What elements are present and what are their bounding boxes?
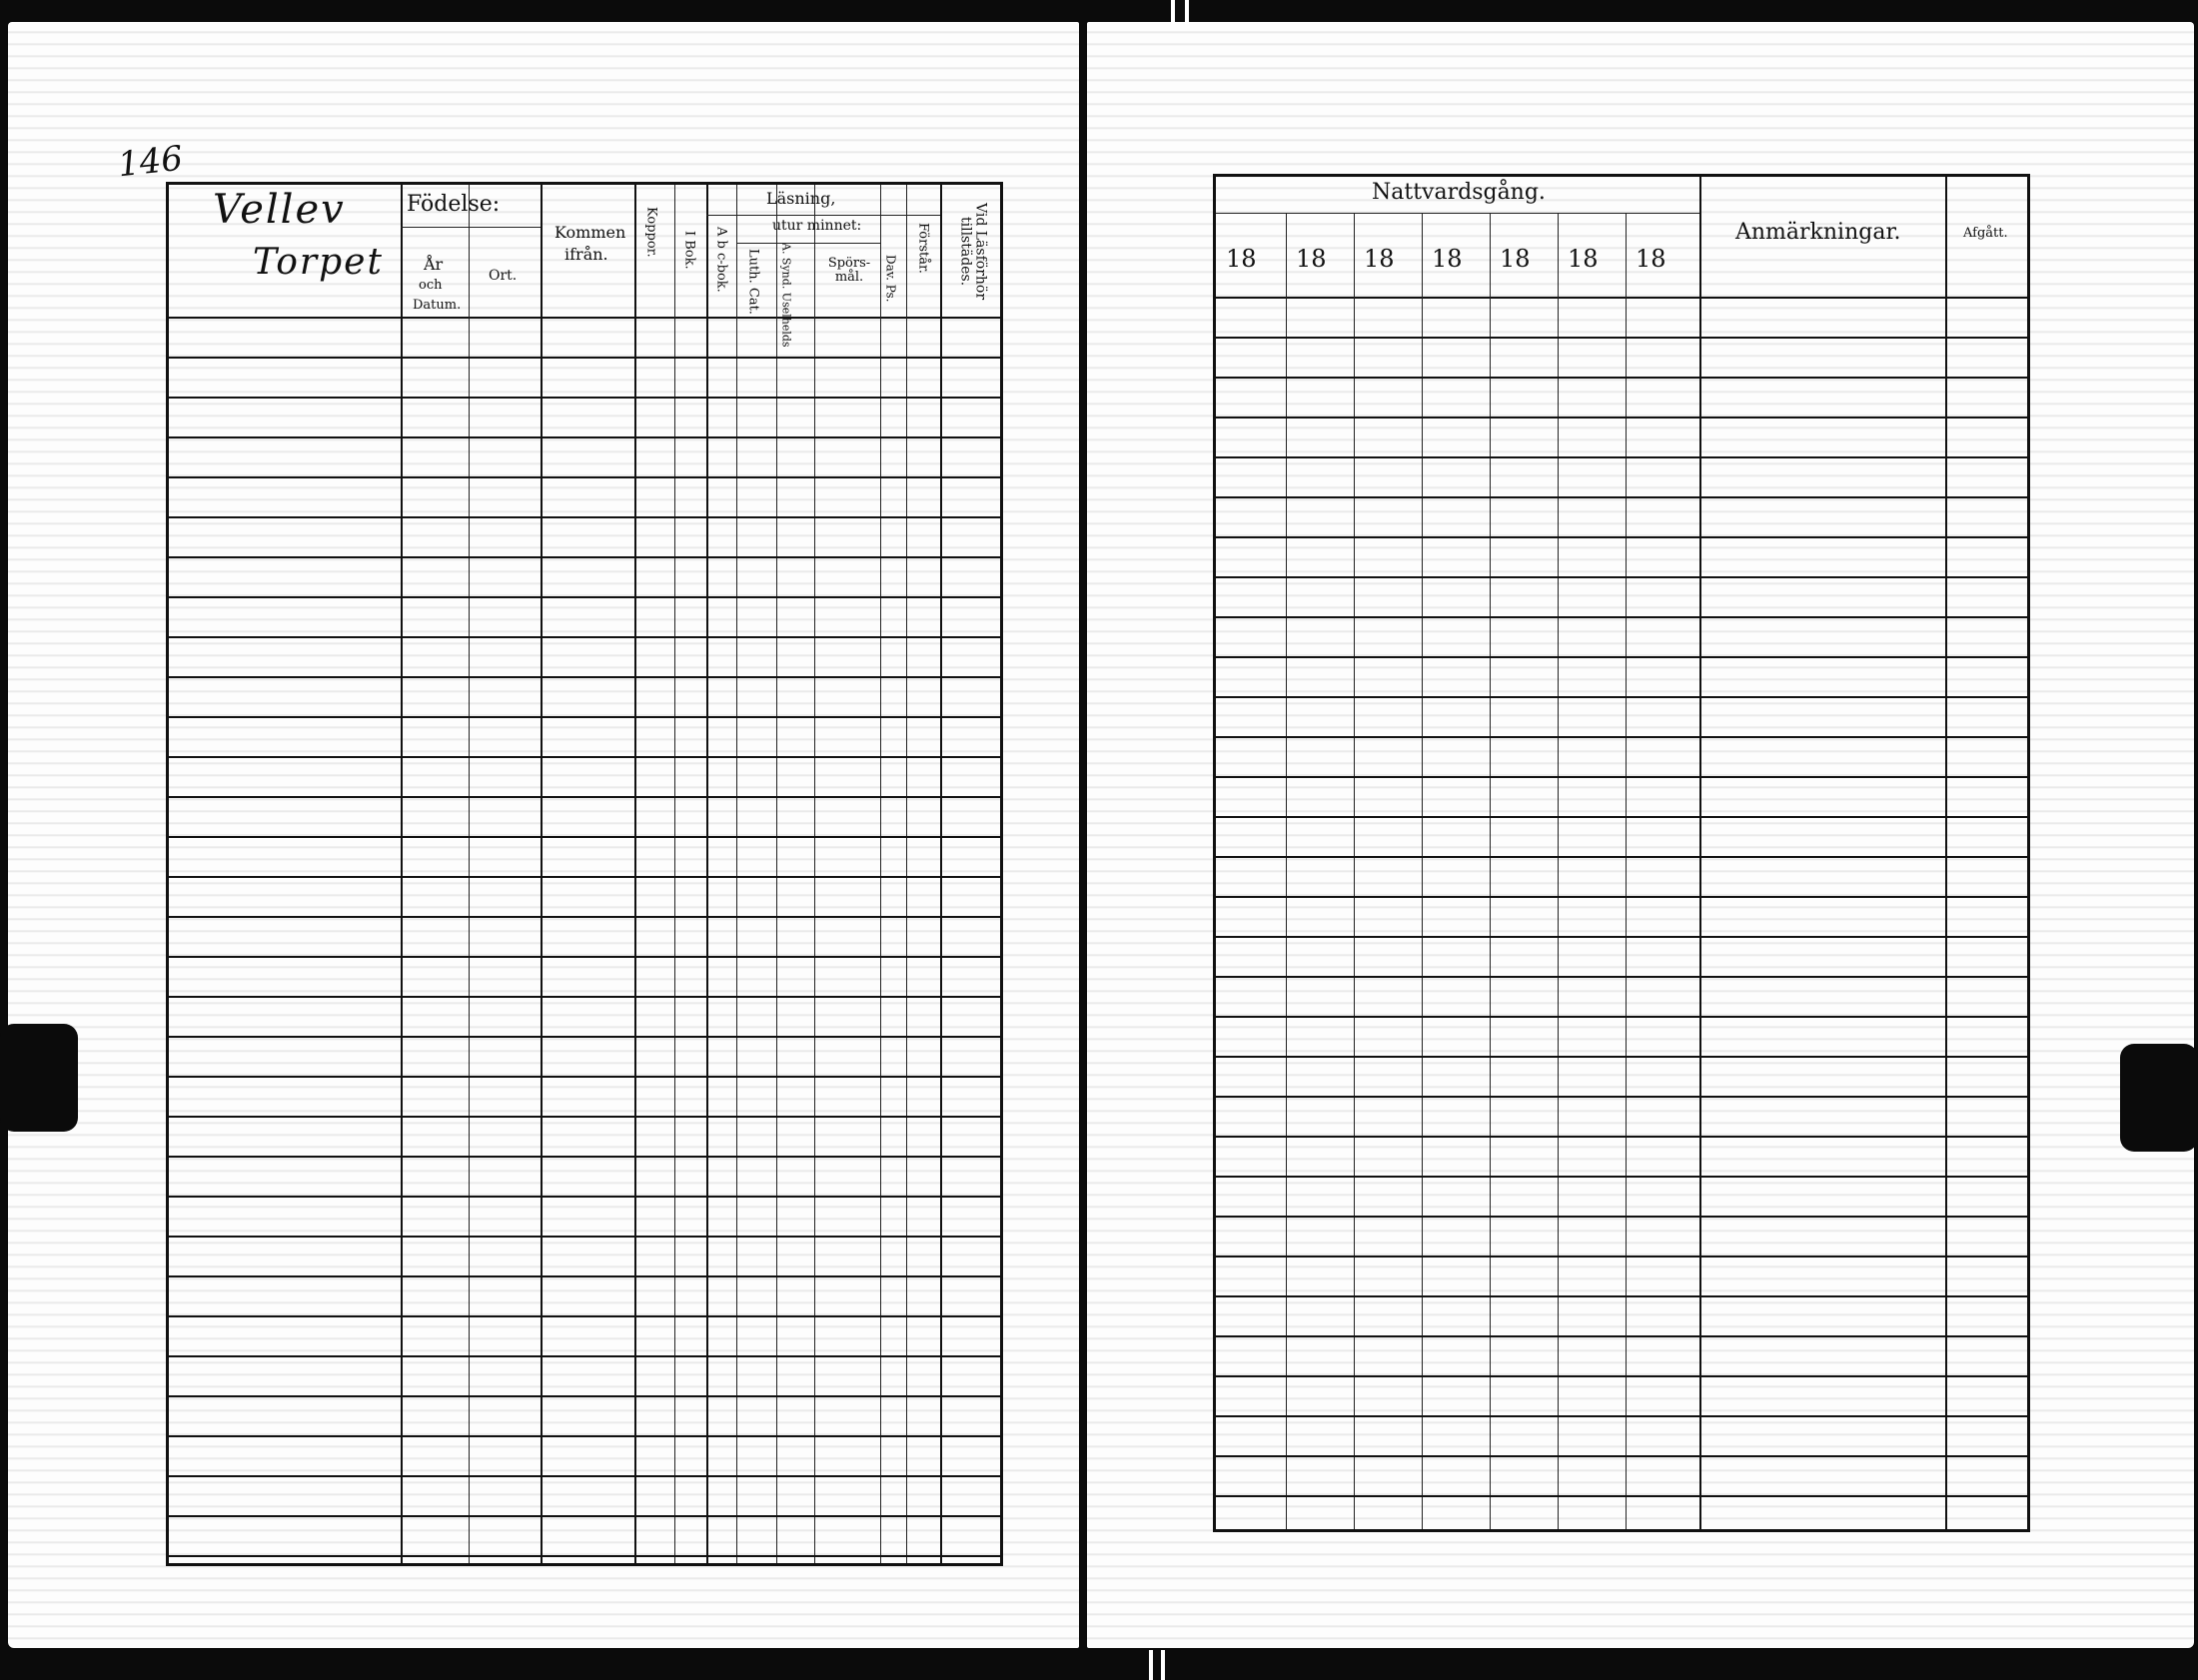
binding-mark bbox=[1185, 0, 1189, 24]
header-fodelse: Födelse: bbox=[407, 192, 501, 217]
ledger-row-line bbox=[169, 476, 1000, 478]
handwritten-place-name: Vellev bbox=[213, 187, 346, 233]
ledger-row-line bbox=[1216, 337, 2027, 339]
ledger-row-line bbox=[169, 1156, 1000, 1158]
ledger-row-line bbox=[1216, 1256, 2027, 1258]
ledger-row-line bbox=[169, 1076, 1000, 1078]
header-sporsmal: Spörs- mål. bbox=[827, 256, 871, 285]
ledger-row-line bbox=[169, 1275, 1000, 1277]
ledger-row-line bbox=[1216, 656, 2027, 658]
left-ledger-table bbox=[166, 182, 1003, 1566]
year-prefix: 18 bbox=[1636, 245, 1666, 273]
ledger-row-line bbox=[1216, 1016, 2027, 1018]
ledger-row-line bbox=[169, 1515, 1000, 1517]
ledger-row-line bbox=[1216, 417, 2027, 419]
ledger-row-line bbox=[1216, 816, 2027, 818]
ledger-row-line bbox=[169, 1435, 1000, 1437]
ledger-row-line bbox=[169, 756, 1000, 758]
ledger-row-line bbox=[1216, 936, 2027, 938]
ledger-row-line bbox=[169, 1036, 1000, 1038]
header-i-bok: I Bok. bbox=[681, 231, 697, 270]
handwritten-place-name-2: Torpet bbox=[253, 242, 384, 283]
header-dav-ps: Dav. Ps. bbox=[883, 255, 898, 303]
year-prefix: 18 bbox=[1568, 245, 1599, 273]
ledger-row-line bbox=[169, 516, 1000, 518]
ledger-row-line bbox=[1216, 536, 2027, 538]
ledger-row-line bbox=[1216, 1096, 2027, 1098]
ledger-row-line bbox=[1216, 1056, 2027, 1058]
binding-mark bbox=[1161, 1650, 1165, 1680]
header-afgatt: Afgått. bbox=[1963, 226, 2008, 241]
header-nattvardsgang: Nattvardsgång. bbox=[1372, 180, 1546, 205]
ledger-row-line bbox=[1216, 377, 2027, 379]
ledger-row-line bbox=[169, 1116, 1000, 1118]
ledger-row-line bbox=[169, 556, 1000, 558]
ledger-row-line bbox=[169, 1236, 1000, 1238]
ledger-row-line bbox=[169, 996, 1000, 998]
ledger-row-line bbox=[1216, 1216, 2027, 1218]
ledger-row-line bbox=[1216, 1176, 2027, 1178]
year-prefix: 18 bbox=[1296, 245, 1327, 273]
binding-mark bbox=[1171, 0, 1175, 24]
ledger-row-line bbox=[1216, 616, 2027, 618]
header-datum: Datum. bbox=[413, 298, 462, 313]
header-koppor: Koppor. bbox=[643, 207, 659, 258]
header-ort: Ort. bbox=[489, 268, 518, 284]
ledger-row-line bbox=[1216, 856, 2027, 858]
ledger-row-line bbox=[169, 636, 1000, 638]
header-abc-bok: A b c-bok. bbox=[713, 227, 729, 293]
ledger-row-line bbox=[1216, 1335, 2027, 1337]
ledger-row-line bbox=[169, 357, 1000, 359]
ledger-row-line bbox=[169, 397, 1000, 399]
ledger-row-line bbox=[169, 596, 1000, 598]
ledger-row-line bbox=[1216, 576, 2027, 578]
header-vid-lasforhor: Vid Läsförhör tillstädes. bbox=[957, 203, 989, 301]
header-a-synd: A. Synd. Uselhelds bbox=[779, 243, 793, 348]
ledger-row-line bbox=[169, 956, 1000, 958]
ledger-row-line bbox=[1216, 496, 2027, 498]
ledger-row-line bbox=[169, 836, 1000, 838]
ledger-row-line bbox=[169, 1355, 1000, 1357]
header-ifran: ifrån. bbox=[564, 245, 608, 264]
ledger-row-line bbox=[1216, 776, 2027, 778]
ledger-row-line bbox=[169, 1196, 1000, 1198]
right-clip bbox=[2120, 1044, 2198, 1152]
ledger-row-line bbox=[169, 716, 1000, 718]
year-prefix: 18 bbox=[1364, 245, 1395, 273]
ledger-row-line bbox=[169, 1555, 1000, 1557]
ledger-row-line bbox=[169, 796, 1000, 798]
ledger-row-line bbox=[169, 1475, 1000, 1477]
ledger-row-line bbox=[169, 436, 1000, 438]
left-ledger-page bbox=[8, 22, 1079, 1648]
header-anmarkningar: Anmärkningar. bbox=[1735, 220, 1901, 245]
ledger-row-line bbox=[169, 676, 1000, 678]
ledger-row-line bbox=[1216, 1136, 2027, 1138]
ledger-row-line bbox=[1216, 1495, 2027, 1497]
right-ledger-table bbox=[1213, 174, 2030, 1532]
header-ar: År bbox=[424, 255, 444, 274]
ledger-row-line bbox=[1216, 976, 2027, 978]
binding-mark bbox=[1149, 1650, 1153, 1680]
year-prefix: 18 bbox=[1432, 245, 1463, 273]
ledger-row-line bbox=[1216, 896, 2027, 898]
ledger-row-line bbox=[169, 1395, 1000, 1397]
ledger-row-line bbox=[169, 876, 1000, 878]
ledger-row-line bbox=[1216, 1415, 2027, 1417]
ledger-row-line bbox=[169, 1315, 1000, 1317]
right-ledger-page bbox=[1087, 22, 2194, 1648]
left-clip bbox=[0, 1024, 78, 1132]
ledger-row-line bbox=[1216, 456, 2027, 458]
year-prefix: 18 bbox=[1226, 245, 1257, 273]
year-prefix: 18 bbox=[1500, 245, 1531, 273]
header-utur-minnet: utur minnet: bbox=[772, 218, 862, 234]
header-luth-cat: Luth. Cat. bbox=[745, 249, 761, 315]
page-number: 146 bbox=[116, 138, 185, 186]
ledger-row-line bbox=[1216, 1295, 2027, 1297]
header-kommen: Kommen bbox=[554, 223, 626, 242]
ledger-row-line bbox=[1216, 736, 2027, 738]
header-och: och bbox=[419, 278, 443, 293]
ledger-row-line bbox=[169, 916, 1000, 918]
header-forstar: Förstår. bbox=[915, 223, 931, 274]
ledger-row-line bbox=[1216, 1455, 2027, 1457]
ledger-row-line bbox=[1216, 696, 2027, 698]
header-lasning: Läsning, bbox=[766, 189, 836, 208]
ledger-row-line bbox=[1216, 1375, 2027, 1377]
